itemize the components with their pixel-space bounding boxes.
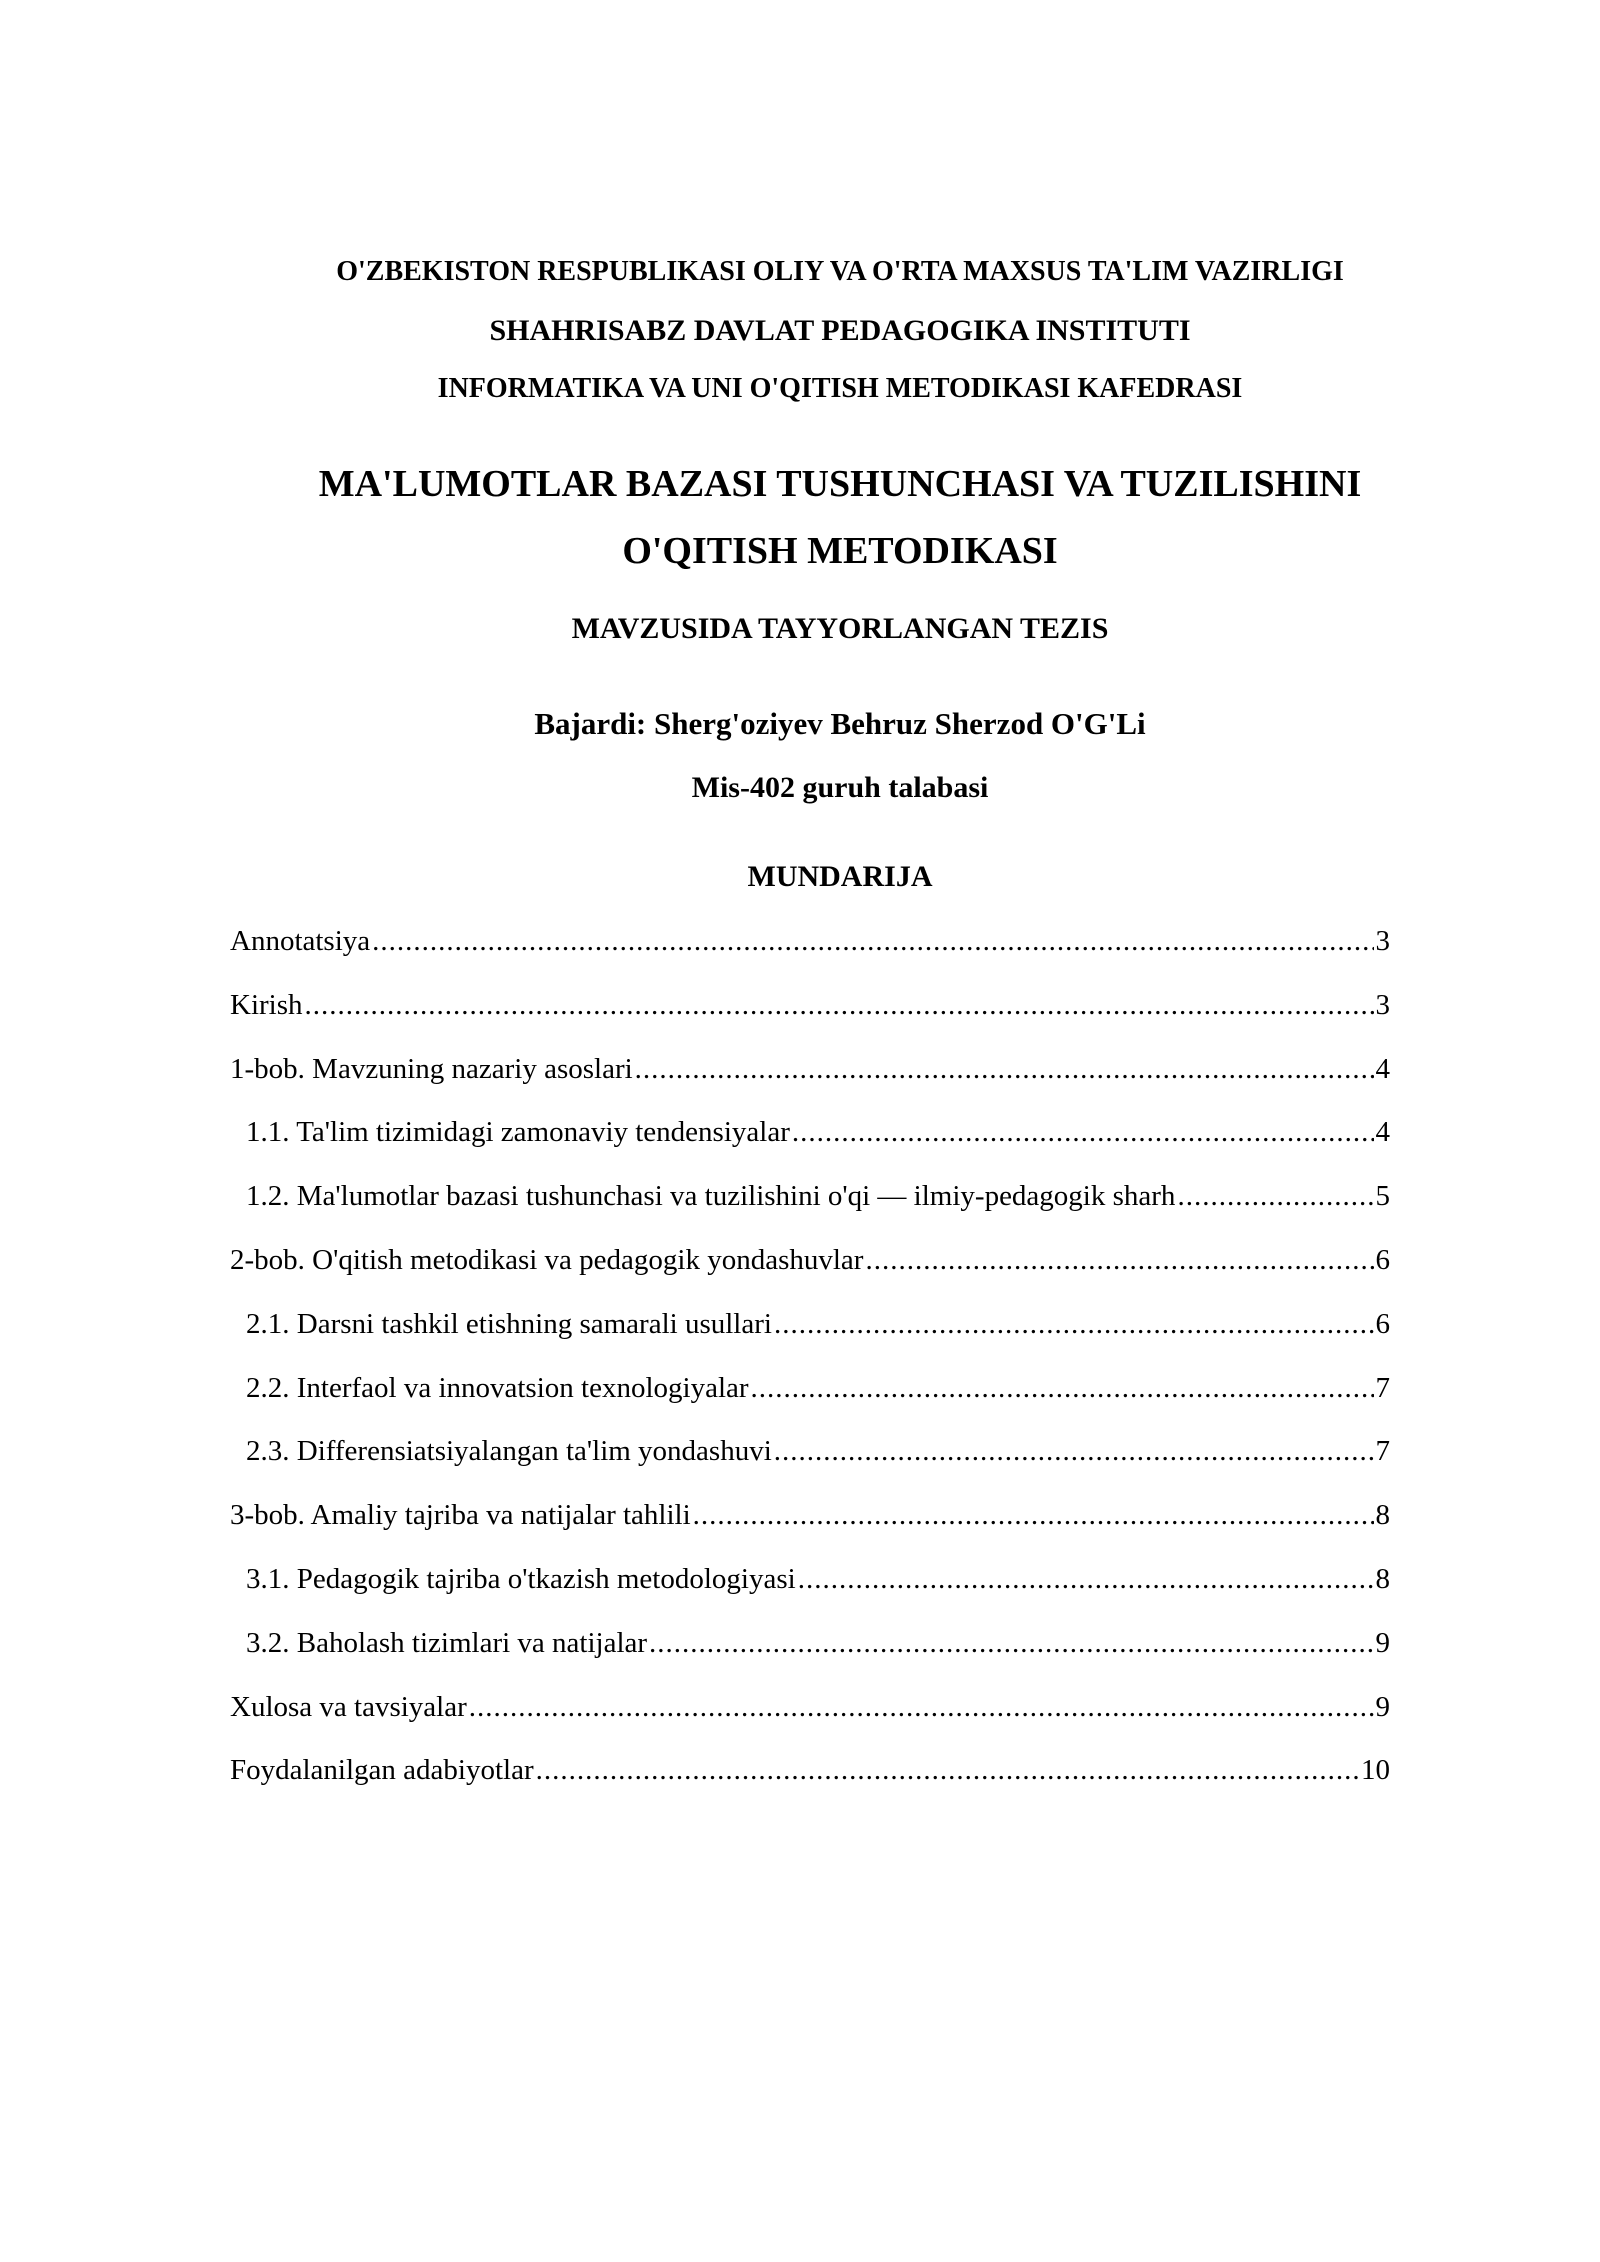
toc-entry-label: 1.2. Ma'lumotlar bazasi tushunchasi va tuzilishini o'qi — ilmiy-pedagogik sharh [246,1180,1176,1213]
toc-entry-page: 7 [1375,1435,1390,1468]
toc-entry [230,989,1390,1029]
toc-entry-label: 2.1. Darsni tashkil etishning samarali usullari [246,1307,772,1340]
group-line: Mis-402 guruh talabasi [691,771,989,804]
toc-entry [230,1308,1390,1348]
toc-entry [230,925,1390,965]
toc-entry-label: 2-bob. O'qitish metodikasi va pedagogik yondashuvlar [230,1244,864,1276]
toc-entry [230,1754,1390,1794]
toc-dot-leader [305,989,1374,1022]
toc-entry [230,1180,1390,1220]
toc-entry [230,1053,1390,1093]
thesis-title-line-1: MA'LUMOTLAR BAZASI TUSHUNCHASI VA TUZILISHINI [318,463,1362,505]
toc-entry-page: 10 [1361,1754,1390,1787]
ministry-heading: O'ZBEKISTON RESPUBLIKASI OLIY VA O'RTA MAXSUS TA'LIM VAZIRLIGI [336,256,1344,287]
toc-dot-leader [751,1372,1374,1405]
toc-entry-page: 5 [1375,1180,1390,1213]
toc-dot-leader [798,1563,1374,1596]
toc-dot-leader [469,1691,1374,1724]
toc-entry-page: 8 [1375,1563,1390,1595]
toc-entry-label: Foydalanilgan adabiyotlar [230,1754,534,1787]
toc-entry-page: 8 [1375,1499,1390,1532]
toc-dot-leader [536,1754,1359,1787]
toc-dot-leader [1177,1180,1373,1213]
author-line: Bajardi: Sherg'oziyev Behruz Sherzod O'G'Li [534,706,1146,741]
toc-dot-leader [649,1627,1373,1660]
toc-entry-label: 3-bob. Amaliy tajriba va natijalar tahlili [230,1499,691,1532]
toc-entry-label: 1-bob. Mavzuning nazariy asoslari [230,1052,633,1085]
toc-entry [230,1691,1390,1731]
thesis-title-line-2: O'QITISH METODIKASI [622,530,1058,572]
toc-entry [230,1435,1390,1475]
toc-dot-leader [774,1435,1374,1468]
toc-heading: MUNDARIJA [747,860,933,893]
toc-entry-page: 9 [1375,1690,1390,1723]
toc-entry-page: 7 [1375,1371,1390,1404]
toc-entry-page: 6 [1375,1244,1390,1276]
toc-dot-leader [635,1053,1374,1086]
toc-entry-label: 1.1. Ta'lim tizimidagi zamonaviy tendensiyalar [246,1116,790,1149]
toc-entry-label: 2.3. Differensiatsiyalangan ta'lim yondashuvi [246,1435,772,1468]
thesis-subtitle: MAVZUSIDA TAYYORLANGAN TEZIS [571,612,1109,645]
toc-entry [230,1499,1390,1539]
department-heading: INFORMATIKA VA UNI O'QITISH METODIKASI KAFEDRASI [437,373,1243,404]
institute-heading: SHAHRISABZ DAVLAT PEDAGOGIKA INSTITUTI [489,314,1191,347]
toc-entry-label: Kirish [230,988,303,1021]
toc-dot-leader [792,1116,1374,1149]
toc-entry-page: 4 [1375,1052,1390,1085]
toc-dot-leader [774,1308,1374,1341]
toc-entry [230,1372,1390,1412]
toc-entry-label: 3.2. Baholash tizimlari va natijalar [246,1626,648,1659]
toc-entry-label: 3.1. Pedagogik tajriba o'tkazish metodologiyasi [246,1563,796,1595]
toc-entry-page: 6 [1375,1307,1390,1340]
toc-dot-leader [693,1499,1374,1532]
toc-entry [230,1116,1390,1156]
toc-entry-label: Xulosa va tavsiyalar [230,1690,467,1723]
toc-entry-page: 9 [1375,1626,1390,1659]
toc-entry-label: 2.2. Interfaol va innovatsion texnologiyalar [246,1371,749,1404]
toc-entry-page: 3 [1375,925,1390,957]
toc-dot-leader [372,925,1373,958]
toc-dot-leader [865,1244,1373,1277]
toc-entry [230,1627,1390,1667]
toc-entry-page: 3 [1375,988,1390,1021]
toc-entry-page: 4 [1375,1116,1390,1149]
toc-entry [230,1563,1390,1603]
toc-entry-label: Annotatsiya [230,925,371,957]
toc-entry [230,1244,1390,1284]
